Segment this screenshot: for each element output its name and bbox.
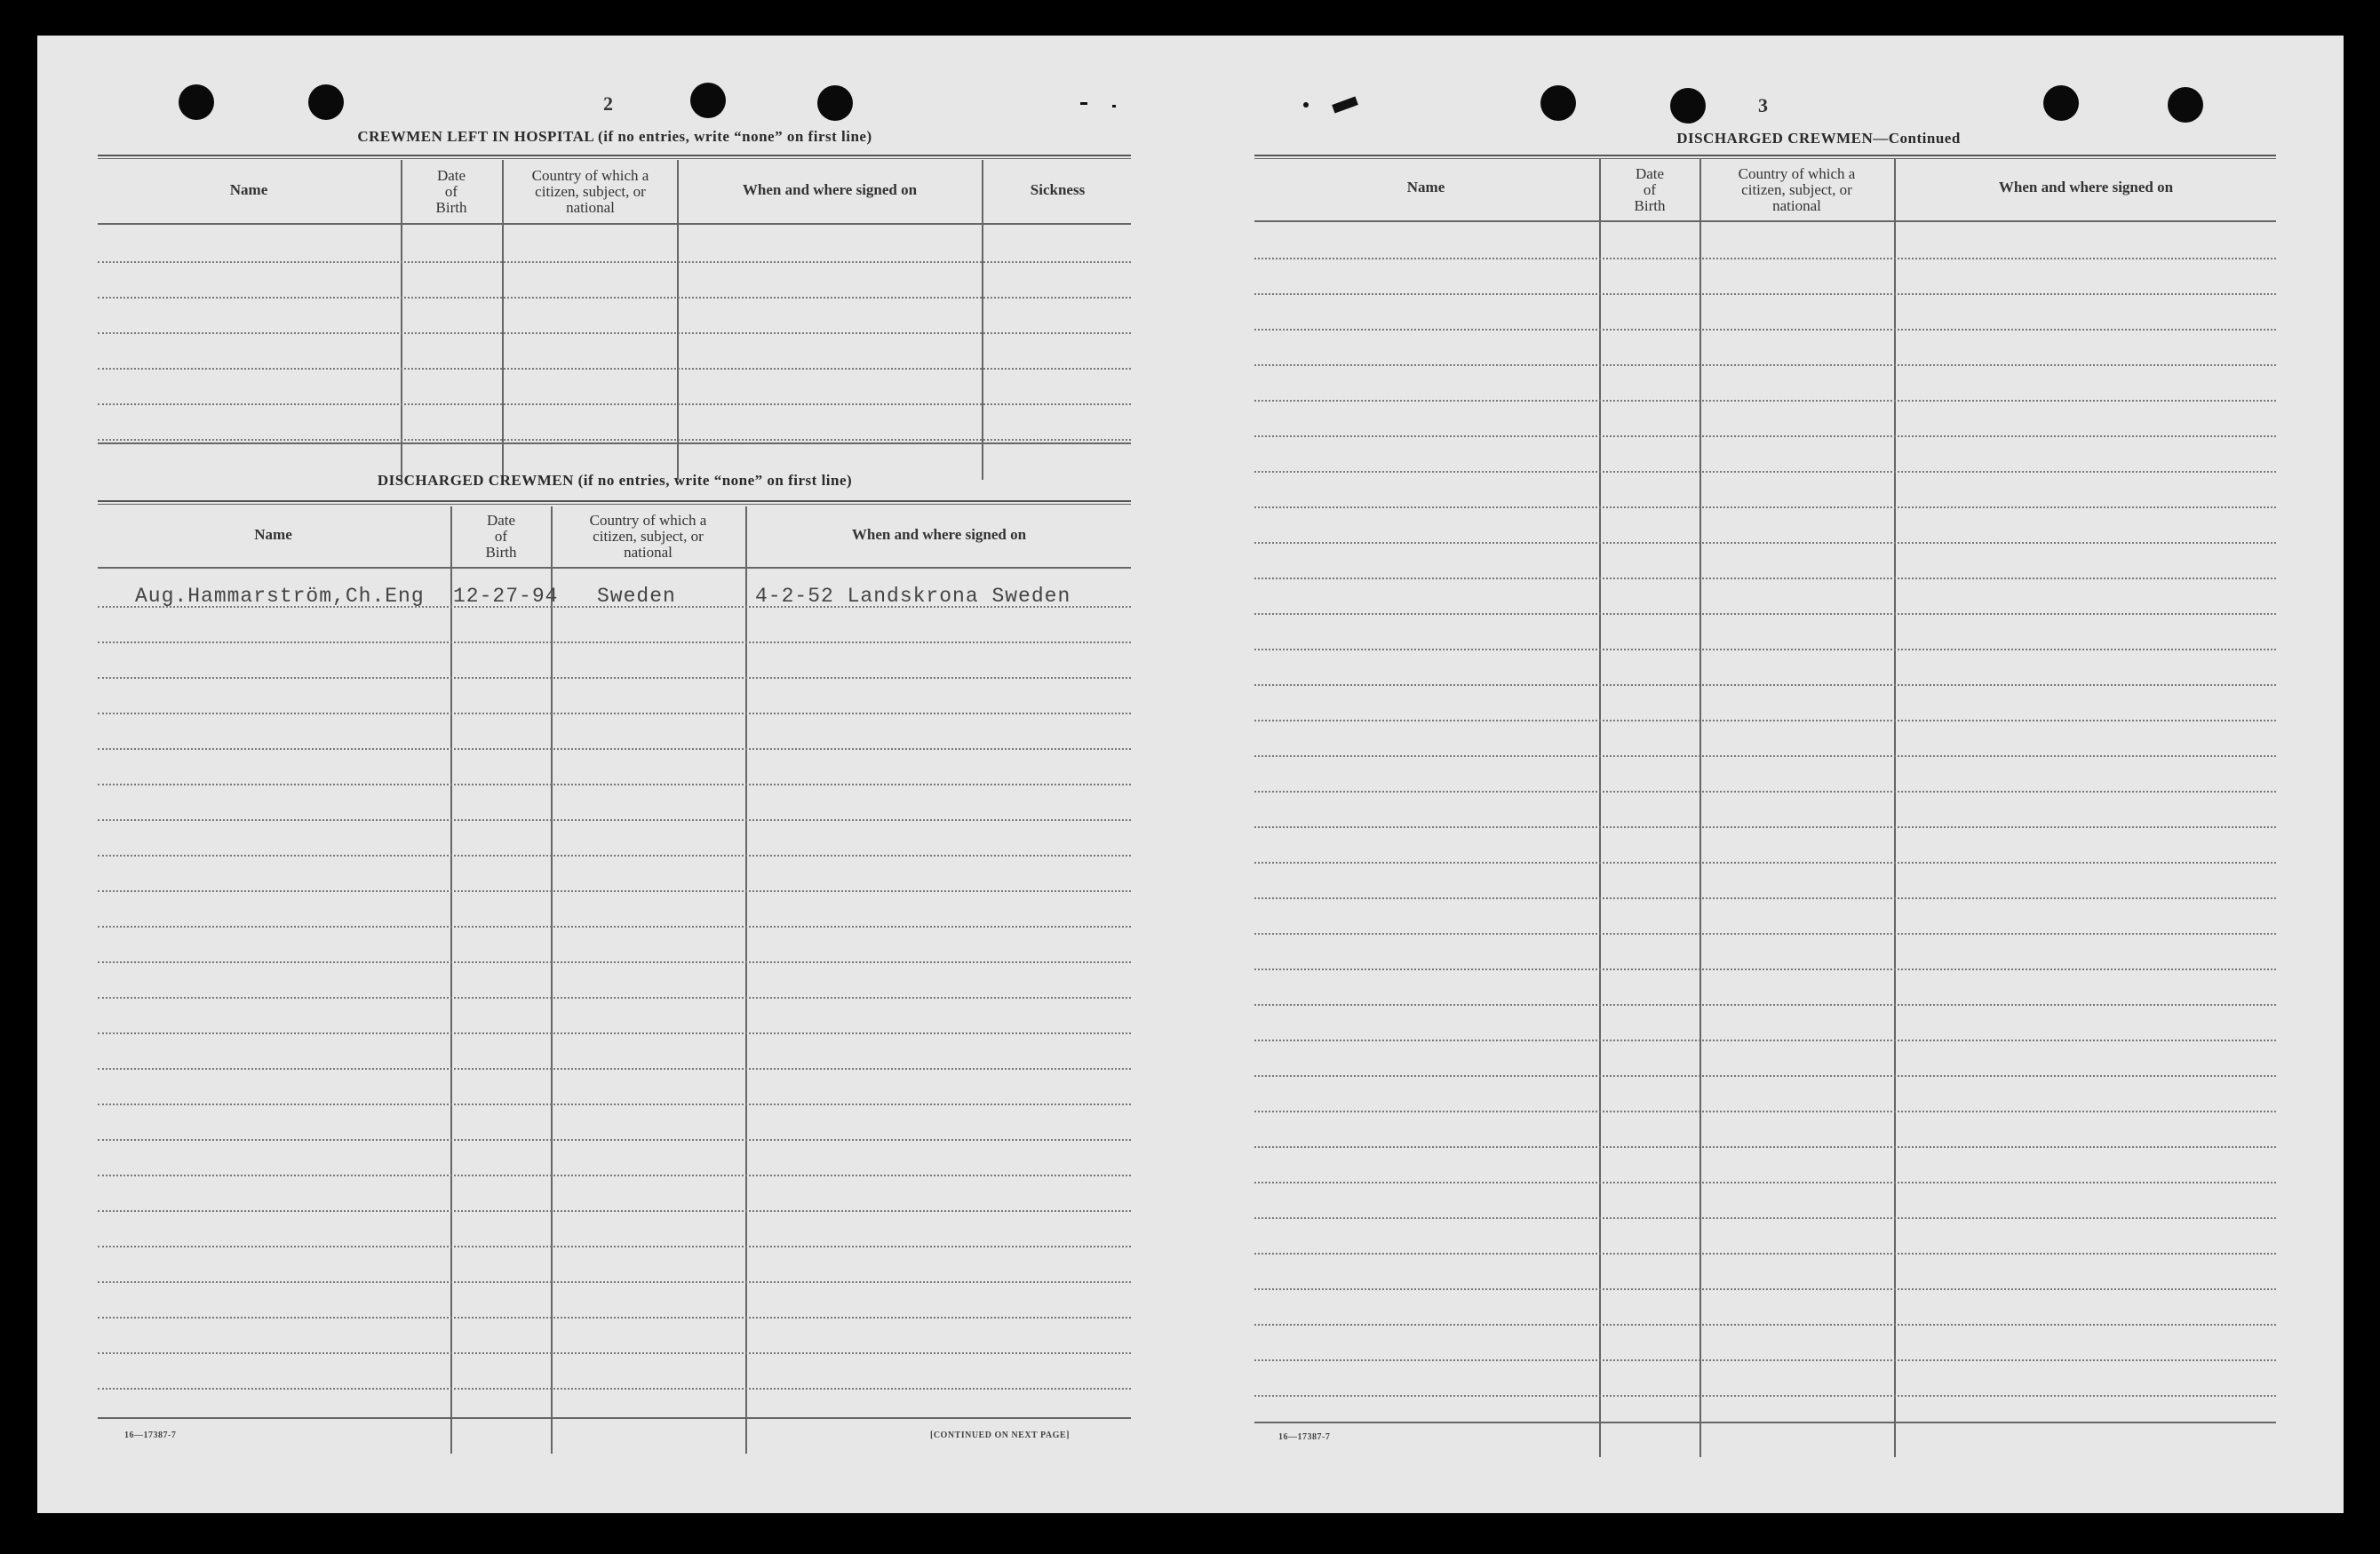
ruled-line (98, 1210, 1131, 1212)
ruled-line (98, 748, 1131, 750)
ruled-line (98, 677, 1131, 679)
section-bottom-rule (98, 1417, 1131, 1419)
ruled-line (1254, 933, 2276, 935)
crewman-dob-entry: 12-27-94 (453, 585, 559, 608)
hospital-section-title: CREWMEN LEFT IN HOSPITAL (if no entries, write “none” on first line) (357, 128, 872, 145)
ruled-line (1254, 364, 2276, 366)
section-rule (1254, 155, 2276, 159)
column-divider (551, 506, 553, 1454)
ruled-line (98, 368, 1131, 370)
ruled-line (1254, 1395, 2276, 1397)
ruled-line (98, 961, 1131, 963)
ruled-line (1254, 826, 2276, 828)
ruled-line (1254, 755, 2276, 757)
header-rule (98, 223, 1131, 225)
section-bottom-rule (98, 442, 1131, 444)
column-header-signed-on: When and where signed on (851, 526, 1027, 543)
column-divider (745, 506, 747, 1454)
ruled-line (1254, 1253, 2276, 1255)
column-header-date-of-birth: Date of Birth (435, 167, 467, 216)
column-divider (982, 160, 983, 480)
document-sheet (37, 36, 2344, 1513)
ruled-line (1254, 1288, 2276, 1290)
column-header-name: Name (254, 526, 292, 543)
punch-hole (2043, 85, 2079, 121)
ruled-line (1254, 293, 2276, 295)
ruled-line (98, 1281, 1131, 1283)
punch-hole (817, 85, 853, 121)
ruled-line (98, 1246, 1131, 1247)
ruled-line (1254, 862, 2276, 864)
punch-hole (1540, 85, 1576, 121)
ruled-line (98, 403, 1131, 405)
column-header-name: Name (229, 181, 268, 198)
column-divider (450, 506, 452, 1454)
column-header-country: Country of which a citizen, subject, or national (531, 167, 649, 216)
ruled-line (98, 713, 1131, 714)
column-divider (677, 160, 679, 480)
ruled-line (1254, 1146, 2276, 1148)
punch-hole (308, 84, 344, 120)
section-rule (98, 500, 1131, 505)
ruled-line (98, 997, 1131, 999)
column-header-signed-on: When and where signed on (1998, 179, 2174, 195)
ruled-line (1254, 542, 2276, 544)
punch-hole (179, 84, 214, 120)
column-header-country: Country of which a citizen, subject, or national (1738, 165, 1856, 214)
column-header-sickness: Sickness (1030, 181, 1086, 198)
crewman-signed-on-entry: 4-2-52 Landskrona Sweden (755, 585, 1071, 608)
ruled-line (1254, 1324, 2276, 1326)
form-number: 16—17387-7 (1278, 1432, 1331, 1442)
ruled-line (98, 1032, 1131, 1034)
column-divider (1699, 158, 1701, 1457)
ruled-line (1254, 791, 2276, 793)
column-divider (1894, 158, 1896, 1457)
ruled-line (1254, 506, 2276, 508)
ruled-line (98, 890, 1131, 892)
ruled-line (1254, 684, 2276, 686)
column-header-date-of-birth: Date of Birth (485, 512, 517, 561)
ruled-line (1254, 1182, 2276, 1183)
ruled-line (1254, 968, 2276, 970)
ruled-line (98, 606, 1131, 608)
ruled-line (1254, 258, 2276, 259)
speck-mark (1112, 105, 1116, 108)
column-header-name: Name (1406, 179, 1445, 195)
column-divider (401, 160, 402, 480)
ruled-line (1254, 578, 2276, 579)
section-rule (98, 155, 1131, 159)
ruled-line (98, 1175, 1131, 1176)
ruled-line (1254, 1111, 2276, 1112)
column-header-date-of-birth: Date of Birth (1634, 165, 1666, 214)
ruled-line (1254, 1040, 2276, 1041)
column-divider (502, 160, 504, 480)
speck-mark (1303, 102, 1309, 108)
ruled-line (1254, 329, 2276, 331)
ruled-line (98, 1317, 1131, 1319)
page-number: 2 (603, 92, 613, 115)
ruled-line (98, 261, 1131, 263)
discharged-section-title: DISCHARGED CREWMEN (if no entries, write “none” on first line) (377, 472, 853, 489)
ruled-line (98, 1104, 1131, 1105)
ruled-line (1254, 1217, 2276, 1219)
ruled-line (1254, 1359, 2276, 1361)
ruled-line (1254, 649, 2276, 650)
page-number: 3 (1758, 94, 1768, 116)
ruled-line (98, 819, 1131, 821)
discharged-continued-title: DISCHARGED CREWMEN—Continued (1676, 130, 1961, 147)
ruled-line (1254, 1004, 2276, 1006)
ruled-line (1254, 720, 2276, 721)
ruled-line (98, 1139, 1131, 1141)
column-divider (1599, 158, 1601, 1457)
ruled-line (98, 1388, 1131, 1390)
ruled-line (98, 642, 1131, 643)
ruled-line (1254, 897, 2276, 899)
ruled-line (98, 297, 1131, 299)
continued-note: [CONTINUED ON NEXT PAGE] (930, 1430, 1070, 1440)
ruled-line (98, 332, 1131, 334)
column-header-country: Country of which a citizen, subject, or national (589, 512, 707, 561)
speck-mark (1080, 102, 1087, 105)
ruled-line (1254, 435, 2276, 437)
punch-hole (2168, 87, 2203, 123)
speck-mark (1332, 97, 1358, 114)
header-rule (1254, 220, 2276, 222)
ruled-line (98, 439, 1131, 441)
punch-hole (690, 83, 726, 118)
column-header-signed-on: When and where signed on (742, 181, 918, 198)
punch-hole (1670, 88, 1706, 124)
ruled-line (1254, 400, 2276, 402)
ruled-line (98, 855, 1131, 857)
ruled-line (98, 1068, 1131, 1070)
form-number: 16—17387-7 (124, 1430, 177, 1440)
ruled-line (98, 784, 1131, 785)
ruled-line (1254, 613, 2276, 615)
ruled-line (1254, 471, 2276, 473)
ruled-line (1254, 1075, 2276, 1077)
section-bottom-rule (1254, 1422, 2276, 1423)
ruled-line (98, 926, 1131, 928)
crewman-name-entry: Aug.Hammarström,Ch.Eng (135, 585, 425, 608)
header-rule (98, 567, 1131, 569)
crewman-country-entry: Sweden (597, 585, 676, 608)
ruled-line (98, 1352, 1131, 1354)
